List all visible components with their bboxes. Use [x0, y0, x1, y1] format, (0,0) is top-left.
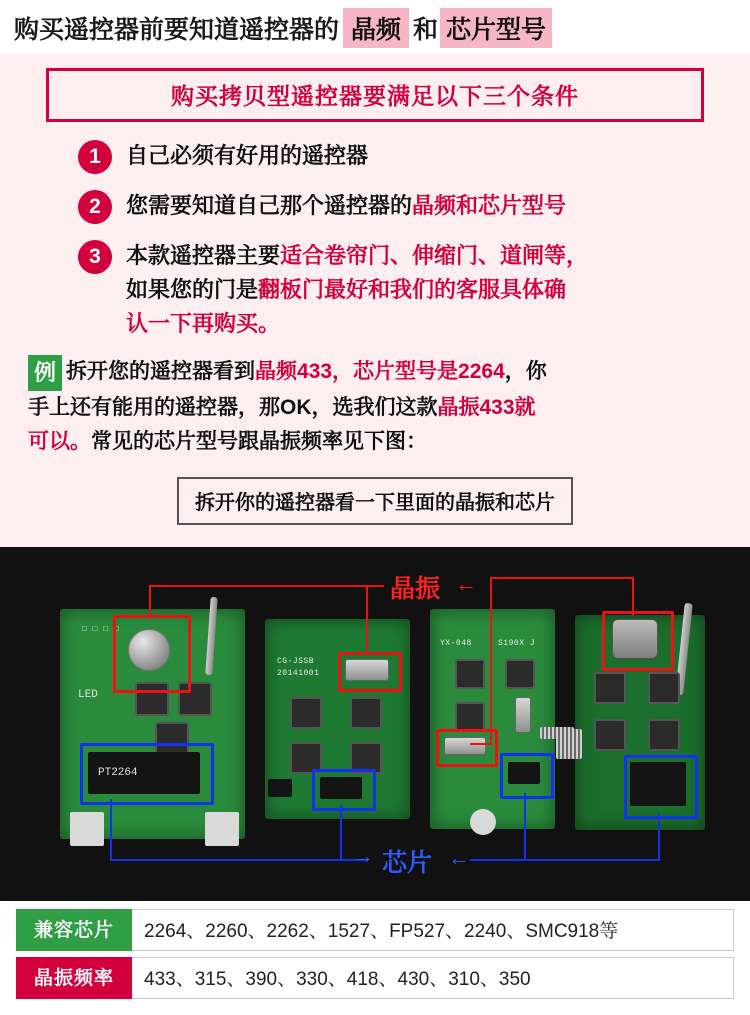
leader-line-red: [149, 585, 384, 587]
photo-caption: 拆开你的遥控器看一下里面的晶振和芯片: [177, 477, 573, 525]
tact-switch: [350, 697, 382, 729]
highlight-box-chip-3: [500, 753, 554, 799]
list-item: [78, 138, 730, 174]
condition-segment: 自己必须有好用的遥控器: [126, 143, 369, 168]
tact-switch: [648, 719, 680, 751]
condition-segment: 本款遥控器主要: [126, 243, 281, 268]
tact-switch: [505, 659, 535, 689]
list-item: [78, 238, 730, 341]
table-row-value: 433、315、390、330、418、430、310、350: [132, 957, 734, 999]
contact-pad: [70, 812, 104, 846]
condition-segment-emphasis: 适合卷帘门、伸缩门、道闸等，: [280, 243, 589, 268]
example-segment: ，你: [504, 360, 547, 383]
annotation-crystal-label: 晶振: [390, 575, 441, 603]
ic-part-number-1: PT2264: [98, 767, 138, 779]
example-segment-emphasis: 晶频433，芯片型号是2264: [255, 360, 505, 383]
list-item: [78, 188, 730, 224]
condition-text: [126, 138, 368, 173]
circuit-boards-photo: [0, 547, 750, 901]
highlight-box-crystal-4: [602, 611, 674, 671]
tact-switch: [594, 719, 626, 751]
led-label: LED: [78, 689, 98, 701]
leader-line-blue: [470, 859, 660, 861]
spring-antenna: [556, 729, 582, 759]
highlight-box-chip-2: [312, 769, 376, 811]
leader-line-red: [490, 577, 634, 579]
contact-pad: [470, 809, 496, 835]
headline-highlight-crystal: 晶频: [343, 8, 409, 48]
arrow-left-red-icon: ←: [455, 571, 477, 596]
condition-segment: 如果您的门是: [126, 277, 259, 302]
table-row-header: 兼容芯片: [16, 909, 132, 951]
info-panel: [0, 54, 750, 547]
contact-pad: [205, 812, 239, 846]
tact-switch: [455, 702, 485, 732]
condition-number-badge: 3: [78, 240, 112, 274]
leader-line-red: [490, 577, 492, 745]
leader-line-red: [470, 743, 492, 745]
highlight-box-chip-4: [624, 755, 698, 819]
caption-wrapper: [0, 459, 750, 539]
silkscreen-text-1: □ □ □ □: [82, 625, 120, 634]
highlight-box-crystal-3: [436, 729, 498, 767]
highlight-box-crystal-1: [113, 615, 191, 693]
silkscreen-code-2: CG-JSSB: [277, 657, 315, 666]
leader-line-red: [632, 577, 634, 615]
condition-segment-emphasis: 晶频和芯片型号: [412, 193, 567, 218]
tact-switch: [594, 672, 626, 704]
condition-number-badge: 2: [78, 190, 112, 224]
example-segment: 常见的芯片型号跟晶振频率见下图：: [91, 430, 427, 453]
condition-segment-emphasis: 认一下再购买。: [126, 311, 281, 336]
annotation-chip-label: 芯片: [382, 849, 433, 877]
table-row-header: 晶振频率: [16, 957, 132, 999]
leader-line-blue: [658, 813, 660, 861]
headline-mid: 和: [413, 16, 439, 44]
crystal-oscillator-3: [515, 697, 531, 733]
page-headline: [0, 0, 750, 54]
smd-component-2: [268, 779, 292, 797]
leader-line-blue: [110, 799, 112, 861]
table-row-value: 2264、2260、2262、1527、FP527、2240、SMC918等: [132, 909, 734, 951]
arrow-right-blue-icon: →: [352, 843, 374, 868]
highlight-box-crystal-2: [338, 652, 402, 692]
leader-line-blue: [110, 859, 368, 861]
example-segment-emphasis: 晶振433就: [437, 396, 536, 419]
condition-number-badge: 1: [78, 140, 112, 174]
leader-line-blue: [340, 805, 342, 861]
spec-table: [0, 901, 750, 1015]
silkscreen-code-3: YX-048: [440, 639, 472, 648]
leader-line-red: [366, 585, 368, 653]
table-row: [16, 909, 734, 951]
headline-part1: 购买遥控器前要知道遥控器的: [14, 16, 340, 44]
sub-banner: 购买拷贝型遥控器要满足以下三个条件: [46, 68, 704, 122]
headline-highlight-chip: 芯片型号: [440, 8, 552, 48]
example-badge: 例: [28, 355, 62, 391]
condition-text: [126, 238, 588, 341]
conditions-list: [0, 138, 750, 341]
leader-line-blue: [524, 793, 526, 861]
example-segment: 拆开您的遥控器看到: [66, 360, 256, 383]
tact-switch: [290, 697, 322, 729]
example-segment-emphasis: 可以。: [28, 430, 91, 453]
arrow-left-blue-icon: ←: [448, 845, 470, 870]
tact-switch: [648, 672, 680, 704]
example-segment: 手上还有能用的遥控器，那OK，选我们这款: [28, 396, 438, 419]
leader-line-red: [149, 585, 151, 617]
condition-text: [126, 188, 566, 223]
example-paragraph: [28, 355, 726, 459]
tact-switch: [455, 659, 485, 689]
condition-segment-emphasis: 翻板门最好和我们的客服具体确: [258, 277, 567, 302]
silkscreen-sub-3: S190X J: [498, 639, 536, 648]
condition-segment: 您需要知道自己那个遥控器的: [126, 193, 413, 218]
table-row: [16, 957, 734, 999]
highlight-box-chip-1: [80, 743, 214, 805]
silkscreen-date-2: 20141001: [277, 669, 320, 678]
